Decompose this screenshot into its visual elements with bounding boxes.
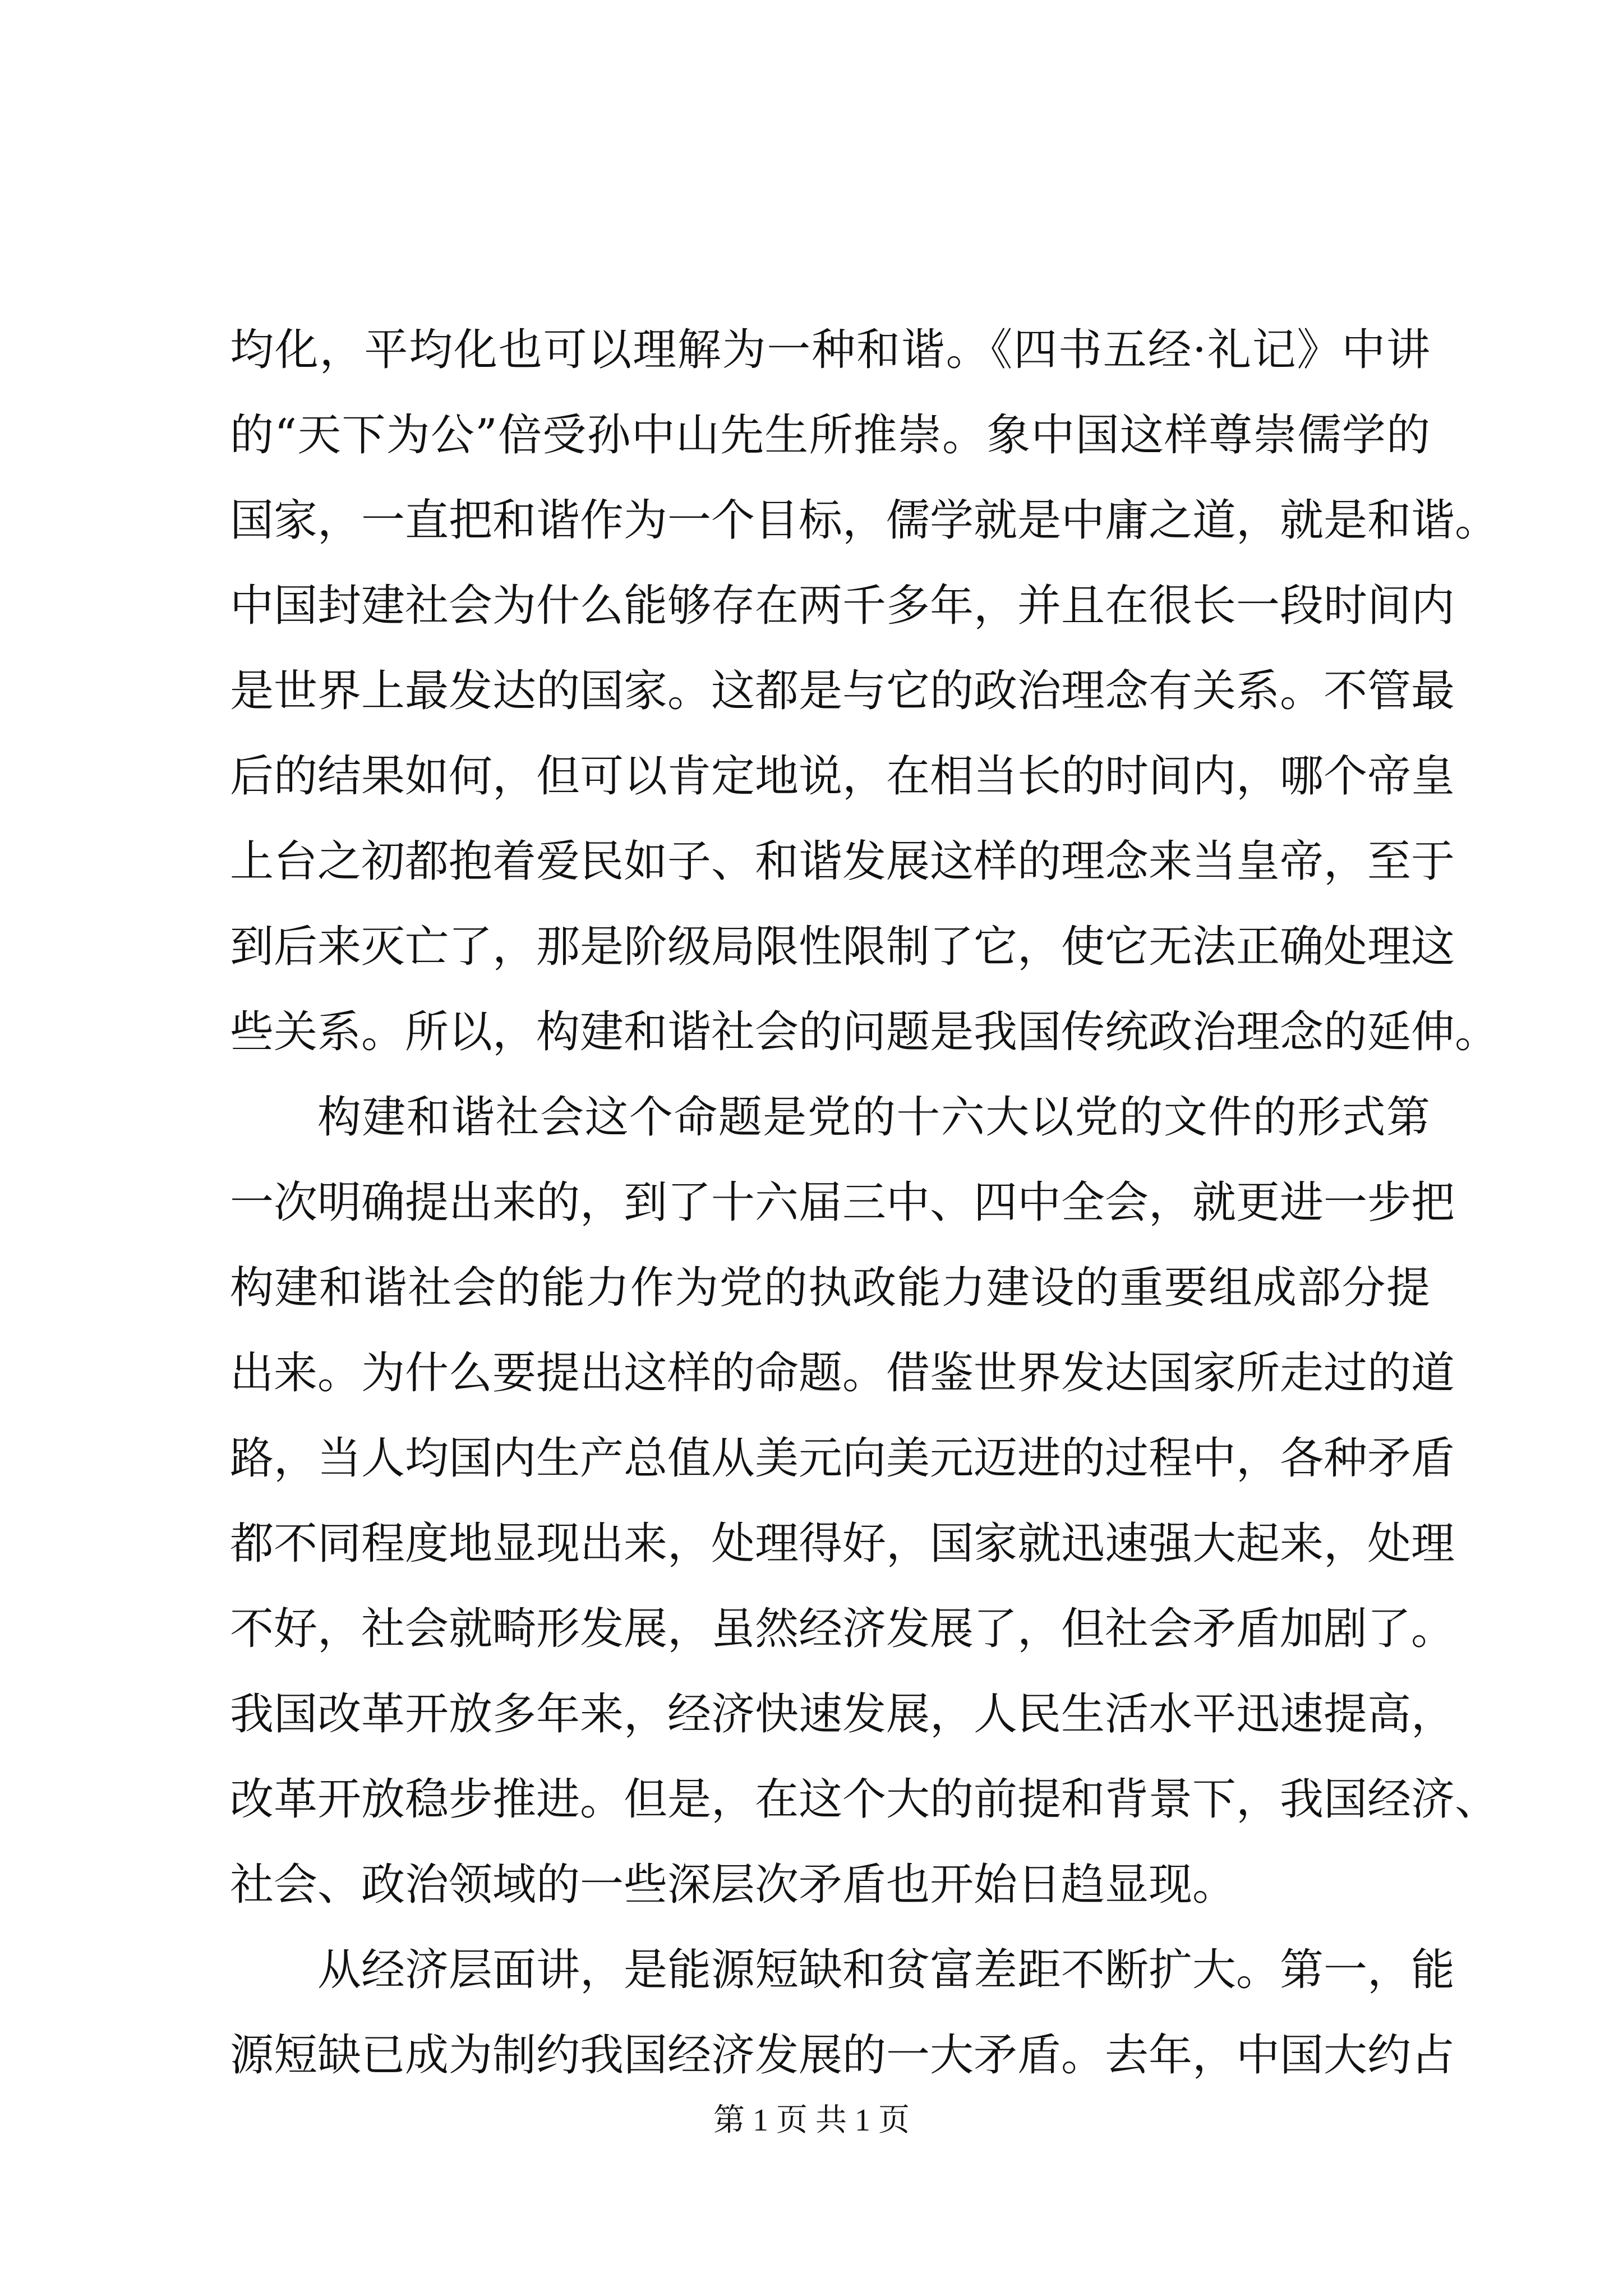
text-line: 后的结果如何，但可以肯定地说，在相当长的时间内，哪个帝皇: [230, 751, 1455, 802]
text-line: 改革开放稳步推进。但是，在这个大的前提和背景下，我国经济、: [230, 1774, 1499, 1825]
text-line: 出来。为什么要提出这样的命题。借鉴世界发达国家所走过的道: [230, 1348, 1455, 1398]
text-line: 均化，平均化也可以理解为一种和谐。《四书五经·礼记》中讲: [230, 325, 1430, 375]
text-line: 社会、政治领域的一些深层次矛盾也开始日趋显现。: [230, 1860, 1237, 1910]
text-line: 的“天下为公”倍受孙中山先生所推崇。象中国这样尊崇儒学的: [230, 410, 1430, 461]
text-line: 不好，社会就畸形发展，虽然经济发展了，但社会矛盾加剧了。: [230, 1604, 1455, 1654]
text-line: 到后来灭亡了，那是阶级局限性限制了它，使它无法正确处理这: [230, 922, 1455, 972]
text-line: 构建和谐社会的能力作为党的执政能力建设的重要组成部分提: [230, 1263, 1430, 1313]
text-line: 源短缺已成为制约我国经济发展的一大矛盾。去年，中国大约占: [230, 2030, 1455, 2081]
text-line: 我国改革开放多年来，经济快速发展，人民生活水平迅速提高，: [230, 1689, 1455, 1740]
text-line: 些关系。所以，构建和谐社会的问题是我国传统政治理念的延伸。: [230, 1007, 1499, 1057]
body-text: [230, 307, 1499, 2098]
paragraph: [230, 307, 1499, 1075]
text-line: 路，当人均国内生产总值从美元向美元迈进的过程中，各种矛盾: [230, 1433, 1455, 1484]
text-line: 上台之初都抱着爱民如子、和谐发展这样的理念来当皇帝，至于: [230, 836, 1455, 887]
paragraph: [230, 1075, 1499, 1927]
page-footer: 第 1 页 共 1 页: [713, 2103, 910, 2138]
text-line: 都不同程度地显现出来，处理得好，国家就迅速强大起来，处理: [230, 1519, 1455, 1569]
text-line: 是世界上最发达的国家。这都是与它的政治理念有关系。不管最: [230, 666, 1455, 716]
text-line: 一次明确提出来的，到了十六届三中、四中全会，就更进一步把: [230, 1177, 1455, 1228]
text-line: 国家，一直把和谐作为一个目标，儒学就是中庸之道，就是和谐。: [230, 495, 1499, 546]
text-line: 中国封建社会为什么能够存在两千多年，并且在很长一段时间内: [230, 581, 1455, 631]
paragraph: [230, 1927, 1455, 2098]
text-line: 从经济层面讲，是能源短缺和贫富差距不断扩大。第一，能: [317, 1945, 1455, 1995]
text-line: 构建和谐社会这个命题是党的十六大以党的文件的形式第: [317, 1092, 1430, 1143]
